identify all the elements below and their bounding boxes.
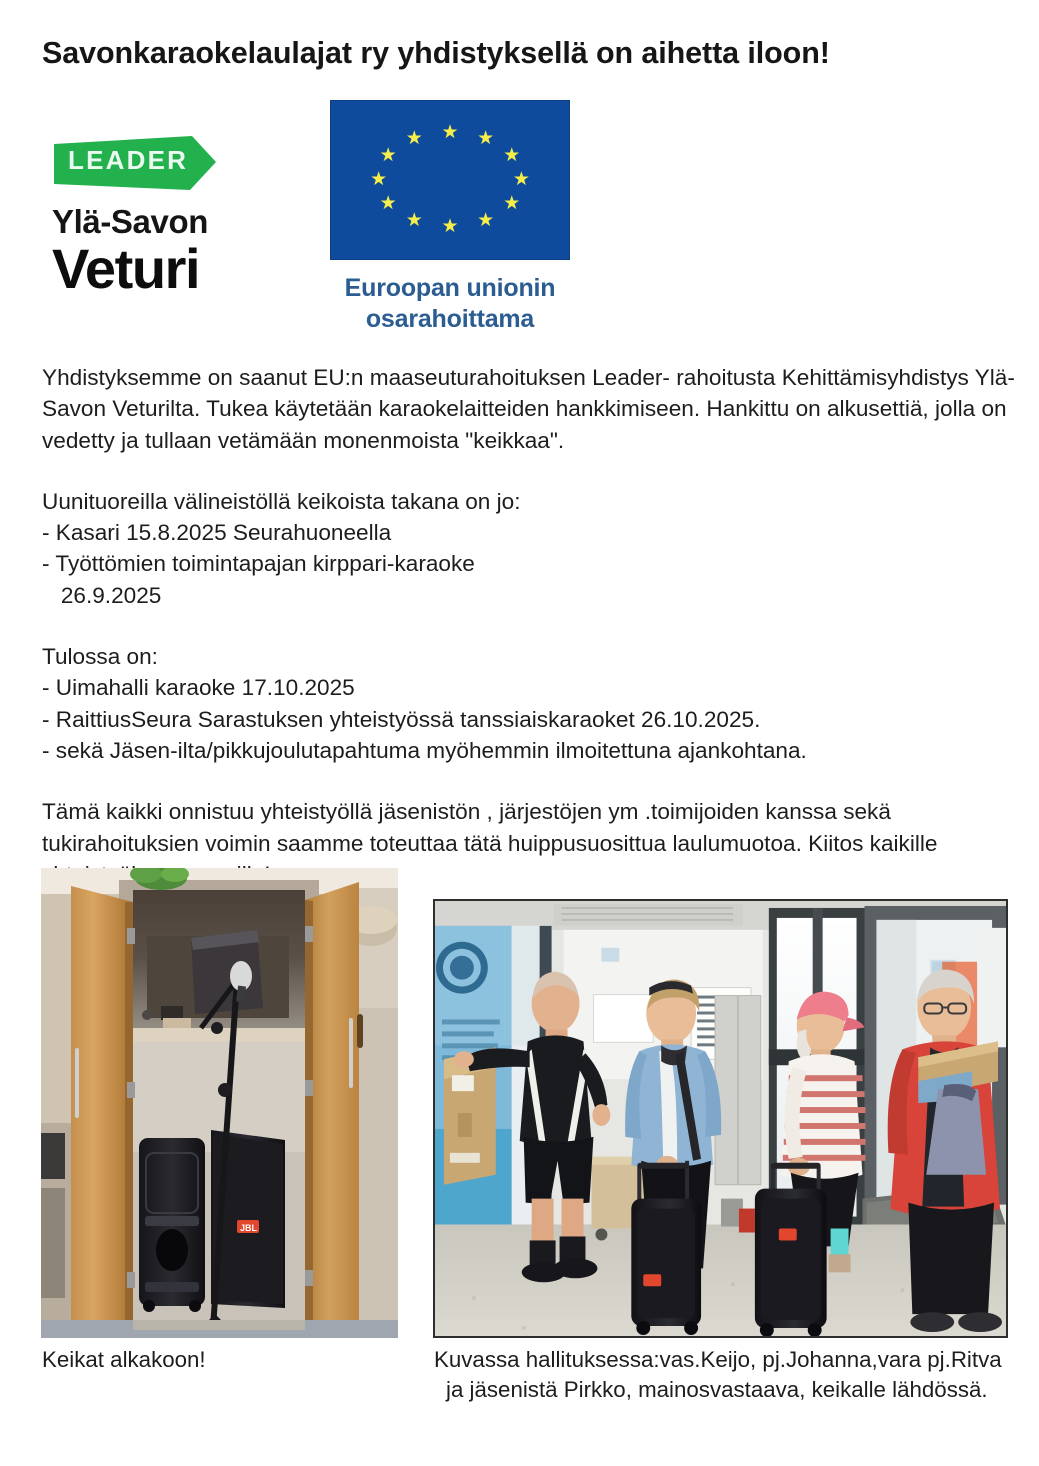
eu-caption-line2: osarahoittama (365, 305, 535, 333)
photo-board-members-caption-line-1: Kuvassa hallituksessa:vas.Keijo, pj.Johanna,vara pj.Ritva (434, 1347, 1002, 1372)
upcoming-event-item-3: - sekä Jäsen-ilta/pikkujoulutapahtuma myöhemmin ilmoitettuna ajankohtana. (42, 737, 807, 763)
paragraph-intro-line-3: vedetty ja tullaan vetämään monenmoista "keikkaa". (42, 427, 565, 453)
page-title: Savonkaraokelaulajat ry yhdistyksellä on aihetta iloon! (42, 36, 830, 70)
paragraph-intro-line-2: Savon Veturilta. Tukea käytetään karaokelaitteiden hankkimiseen. Hankittu on alkusettiä, jolla on (42, 396, 1007, 422)
paragraph-intro-line-1: Yhdistyksemme on saanut EU:n maaseuturahoituksen Leader- rahoitusta Kehittämisyhdistys Ylä- (42, 365, 1015, 390)
photo-board-members-image (434, 900, 1007, 1337)
upcoming-event-item-1: - Uimahalli karaoke 17.10.2025 (42, 675, 355, 701)
eu-caption-line1: Euroopan unionin (344, 274, 556, 302)
photo-speaker-cabinet-caption: Keikat alkakoon! (42, 1347, 206, 1372)
photo-speaker-cabinet-image (41, 868, 398, 1338)
speaker-case-2 (755, 1163, 827, 1337)
upcoming-event-item-2: - RaittiusSeura Sarastuksen yhteistyössä tanssiaiskaraoket 26.10.2025. (42, 706, 761, 732)
photo-board-members (433, 899, 1008, 1338)
past-event-item-2-date: 26.9.2025 (42, 582, 162, 608)
past-events-heading: Uunituoreilla välineistöllä keikoista takana on jo: (42, 488, 521, 514)
past-event-item-1: - Kasari 15.8.2025 Seurahuoneella (42, 520, 392, 546)
past-event-item-2: - Työttömien toimintapajan kirppari-karaoke (42, 551, 475, 577)
photo-board-members-caption-line-2: ja jäsenistä Pirkko, mainosvastaava, keikalle lähdössä. (446, 1377, 988, 1402)
leader-org-line2: Veturi (52, 236, 200, 300)
leader-org-line1: Ylä-Savon (52, 203, 208, 240)
svg-text:JBL: JBL (240, 1223, 258, 1233)
photo-speaker-cabinet (41, 868, 398, 1338)
photo-board-members-caption (434, 1345, 1014, 1405)
paragraph-thanks-line-1: Tämä kaikki onnistuu yhteistyöllä jäsenistön , järjestöjen ym .toimijoiden kanssa sekä (42, 799, 891, 825)
upcoming-events-heading: Tulossa on: (42, 644, 158, 670)
paragraph-thanks-line-2: tukirahoituksien voimin saamme toteuttaa tätä huippusuosittua laulumuotoa. Kiitos kaikille (42, 830, 938, 856)
leader-badge-label: LEADER (68, 145, 189, 175)
